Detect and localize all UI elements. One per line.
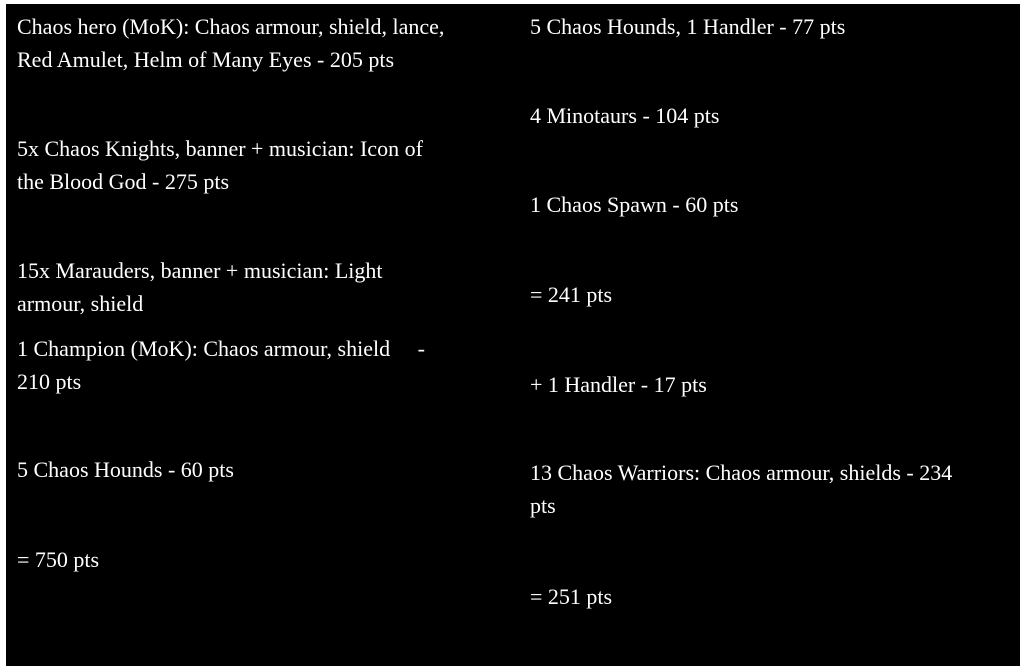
right-entry-hounds-handler: 5 Chaos Hounds, 1 Handler - 77 pts bbox=[530, 14, 846, 39]
right-entry-chaos-spawn: 1 Chaos Spawn - 60 pts bbox=[530, 192, 739, 217]
left-entry-chaos-hounds: 5 Chaos Hounds - 60 pts bbox=[17, 457, 234, 482]
left-entry-champion: 1 Champion (MoK): Chaos armour, shield - 210 pts bbox=[17, 336, 425, 394]
right-entry-chaos-warriors: 13 Chaos Warriors: Chaos armour, shields - 234 pts bbox=[530, 460, 953, 518]
army-list-panel bbox=[6, 4, 1020, 666]
right-entry-minotaurs: 4 Minotaurs - 104 pts bbox=[530, 103, 720, 128]
right-total: = 251 pts bbox=[530, 584, 613, 609]
right-entry-handler: + 1 Handler - 17 pts bbox=[530, 372, 707, 397]
left-entry-chaos-hero: Chaos hero (MoK): Chaos armour, shield, lance, Red Amulet, Helm of Many Eyes - 205 pts bbox=[17, 14, 445, 72]
right-subtotal: = 241 pts bbox=[530, 282, 613, 307]
left-entry-marauders: 15x Marauders, banner + musician: Light armour, shield bbox=[17, 258, 383, 316]
left-entry-chaos-knights: 5x Chaos Knights, banner + musician: Icon of the Blood God - 275 pts bbox=[17, 136, 423, 194]
left-total: = 750 pts bbox=[17, 547, 100, 572]
